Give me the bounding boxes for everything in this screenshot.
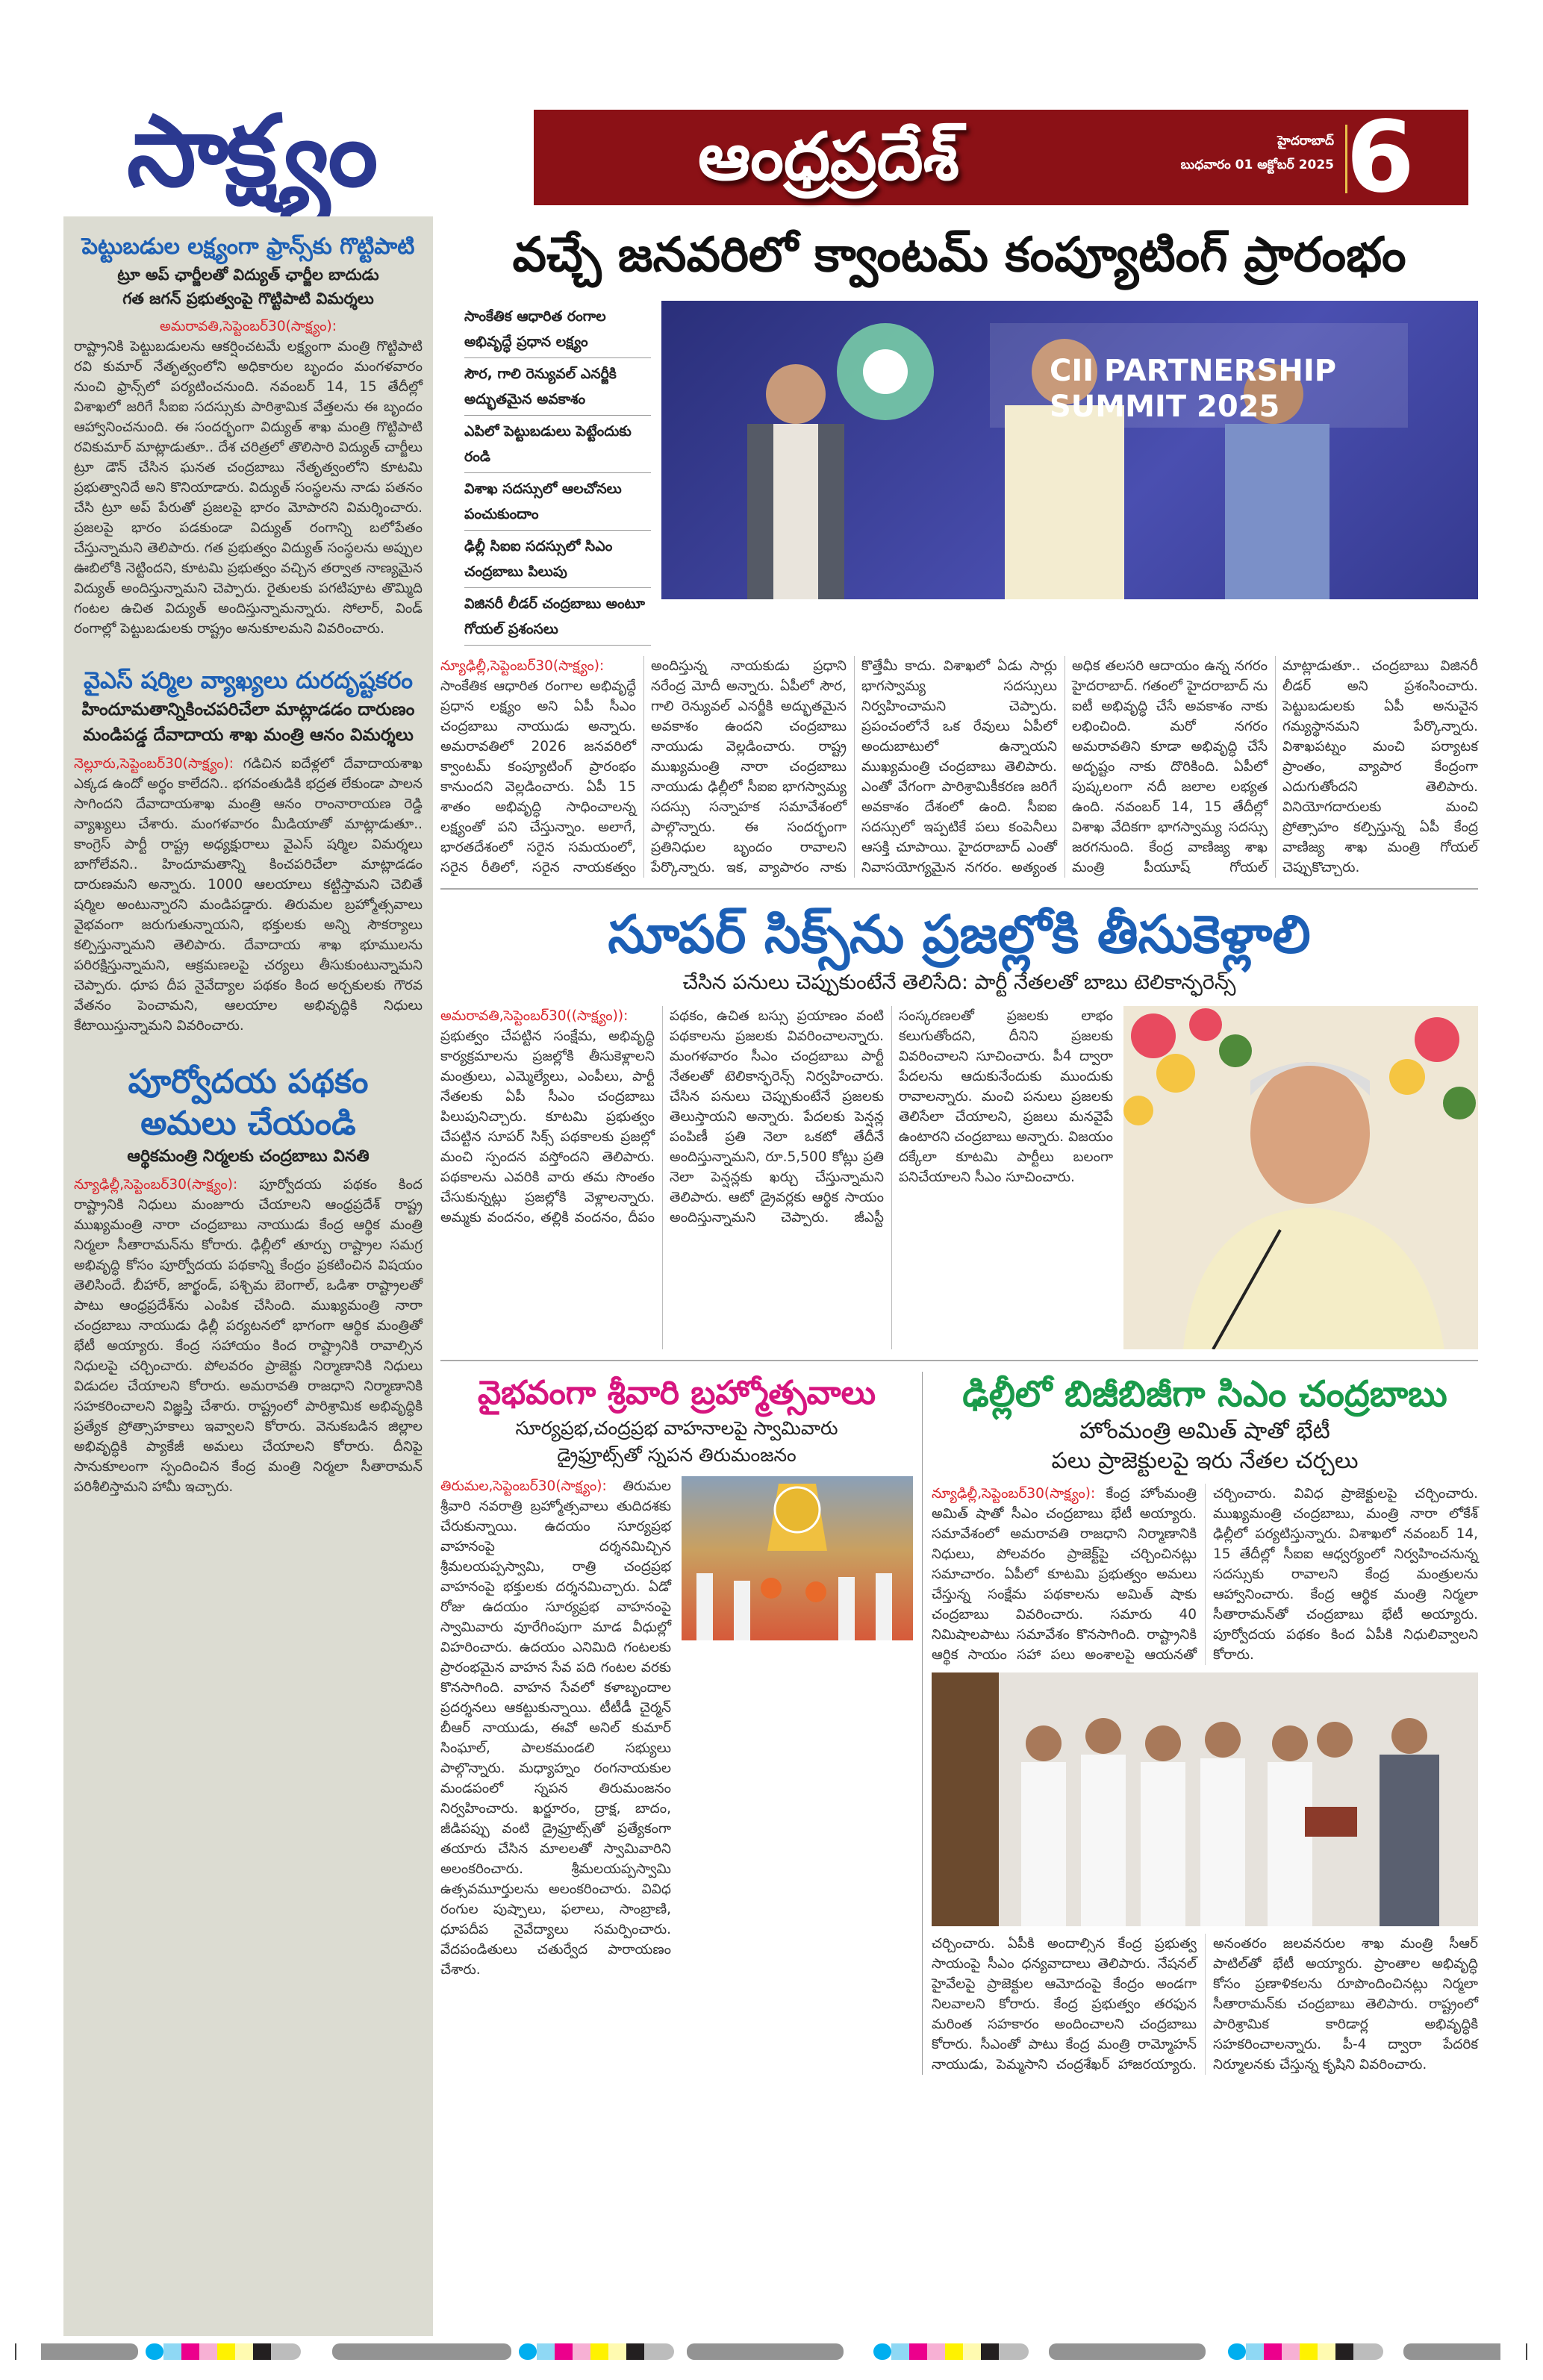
lead-top-row xyxy=(440,301,1478,646)
story-deck: గత జగన్ ప్రభుత్వంపై గొట్టిపాటి విమర్శలు xyxy=(122,290,374,307)
highlight-item: విజినరీ లీడర్ చంద్రబాబు అంటూ గోయల్ ప్రశంసలు xyxy=(464,588,651,646)
highlight-item: ఢిల్లీ సిఐఐ సదస్సులో సిఎం చంద్రబాబు పిలుపు xyxy=(464,531,651,588)
delhi-body-bottom: చర్చించారు. ఏపీకి అందాల్సిన కేంద్ర ప్రభుత్వ సాయంపై సీఎం ధన్యవాదాలు తెలిపారు. నేషనల్ హైవేలపై ప్రాజెక్టుల ఆమోదంపై కేంద్రం అండగా నిలవాలని కోరారు. కేంద్ర ప్రభుత్వం తరఫున మరింత సహకారం అందించాలని చంద్రబాబు కోరారు. సీఎంతో పాటు కేంద్ర మంత్రి రామ్మోహన్ నాయుడు, పెమ్మసాని చంద్రశేఖర్ హాజరయ్యారు. అనంతరం జలవనరుల శాఖ మంత్రి సీఆర్ పాటిల్‌తో భేటీ అయ్యారు. ప్రాంతాల అభివృద్ధి కోసం ప్రణాళికలను రూపొందించినట్లు నిర్మలా సీతారామన్‌కు చంద్రబాబు తెలిపారు. రాష్ట్రంలో పారిశ్రామిక కారిడార్ల అభివృద్ధికి సహకరించాలన్నారు. పీ-4 ద్వారా పేదరిక నిర్మూలనకు చేస్తున్న కృషిని వివరించారు. xyxy=(932,1936,1478,2073)
highlight-item: విశాఖ సదస్సులో ఆలచోనలు పంచుకుందాం xyxy=(464,473,651,531)
dateline: న్యూఢిల్లీ,సెప్టెంబర్30(సాక్ష్యం): xyxy=(440,658,605,674)
dateline: న్యూఢిల్లీ,సెప్టెంబర్30(సాక్ష్యం): xyxy=(932,1486,1096,1502)
section-title: ఆంధ్రప్రదేశ్ xyxy=(698,118,960,195)
chandrababu-photo xyxy=(1123,1006,1478,1349)
newspaper-logo: సాక్ష్యం xyxy=(127,94,375,209)
dateline: అమరావతి,సెప్టెంబర్30(సాక్ష్యం): xyxy=(160,319,337,334)
procession-photo xyxy=(682,1476,913,1640)
procession-illustration xyxy=(682,1476,913,1640)
srivari-body xyxy=(440,1476,671,1980)
dateline: న్యూఢిల్లీ,సెప్టెంబర్30(సాక్ష్యం): xyxy=(74,1177,238,1193)
sidebar-story-gottipati xyxy=(63,231,433,639)
story-body: తిరుమల శ్రీవారి నవరాత్రి బ్రహ్మోత్సవాలు తుదిదశకు చేరుకున్నాయి. ఉదయం సూర్యప్రభ వాహనంపై దర్శనమిచ్చిన శ్రీమలయప్పస్వామి, రాత్రి చంద్రప్రభ వాహనంపై భక్తులకు దర్శనమిచ్చారు. ఏడో రోజు ఉదయం సూర్యప్రభ వాహనంపై స్వామివారు వూరేగింపుగా మాడ వీధుల్లో విహరించారు. ఉదయం ఎనిమిది గంటలకు ప్రారంభమైన వాహన సేవ పది గంటల వరకు కొనసాగింది. వాహన సేవలో కళాబృందాల ప్రదర్శనలు ఆకట్టుకున్నాయి. టీటీడీ చైర్మన్ బీఆర్ నాయుడు, ఈవో అనిల్ కుమార్ సింఘాల్, పాలకమండలి సభ్యులు పాల్గొన్నారు. మధ్యాహ్నం రంగనాయకుల మండపంలో స్నపన తిరుమంజనం నిర్వహించారు. ఖర్జూరం, ద్రాక్ష, బాదం, జీడిపప్పు వంటి డ్రైఫ్రూట్స్‌తో ప్రత్యేకంగా తయారు చేసిన మాలలతో స్వామివారిని అలంకరించారు. శ్రీమలయప్పస్వామి ఉత్సవమూర్తులను అలంకరించారు. వివిధ రంగుల పుష్పాలు, ఫలాలు, సాంబ్రాణి, ధూపదీప నైవేద్యాలు సమర్పించారు. వేదపండితులు చతుర్వేద పారాయణం చేశారు. xyxy=(440,1478,671,1978)
lead-body xyxy=(440,656,1478,878)
edition-date: బుధవారం 01 అక్టోబర్ 2025 xyxy=(1180,157,1334,172)
delhi-headline: ఢిల్లీలో బిజీబిజీగా సిఎం చంద్రబాబు xyxy=(962,1373,1447,1415)
dateline: నెల్లూరు,సెప్టెంబర్30(సాక్ష్యం): xyxy=(74,756,234,772)
story-body: ప్రభుత్వం చేపట్టిన సంక్షేమ, అభివృద్ధి కార్యక్రమాలను ప్రజల్లోకి తీసుకెళ్లాలని మంత్రులు, ఎమ్మెల్యేలు, ఎంపీలు, పార్టీ నేతలకు ఏపీ సీఎం చంద్రబాబు పిలుపునిచ్చారు. కూటమి ప్రభుత్వం చేపట్టిన సూపర్ సిక్స్ పథకాలకు ప్రజల్లో మంచి స్పందన వస్తోందని తెలిపారు. పథకాలను ఎవరికి వారు తమ సొంతం చేసుకున్నట్లు ప్రజల్లోకి వెళ్లాలన్నారు. అమ్మకు వందనం, తల్లికి వందనం, దీపం పథకం, ఉచిత బస్సు ప్రయాణం వంటి పథకాలను ప్రజలకు వివరించాలన్నారు. మంగళవారం సీఎం చంద్రబాబు పార్టీ నేతలతో టెలికాన్ఫరెన్స్ నిర్వహించారు. చేసిన పనులు చెప్పుకుంటేనే ప్రజలకు తెలుస్తాయని అన్నారు. పేదలకు పెన్షన్ల పంపిణీ ప్రతి నెలా ఒకటో తేదీనే అందిస్తున్నామని, రూ.5,500 కోట్లు ప్రతి నెలా పెన్షన్లకు ఖర్చు చేస్తున్నామని తెలిపారు. ఆటో డ్రైవర్లకు ఆర్థిక సాయం అందిస్తున్నామని చెప్పారు. జీఎస్టీ సంస్కరణలతో ప్రజలకు లాభం కలుగుతోందని, దీనిని ప్రజలకు వివరించాలని సూచించారు. పీ4 ద్వారా పేదలను ఆదుకునేందుకు ముందుకు రావాలన్నారు. మంచి పనులు ప్రజలకు తెలిసేలా చేయాలని, ప్రజలు మనవైపే ఉంటారని చంద్రబాబు అన్నారు. విజయం దక్కేలా కూటమి పార్టీలు బలంగా పనిచేయాలని సీఎం సూచించారు. xyxy=(440,1008,1113,1225)
cii-summit-photo xyxy=(661,301,1478,599)
lead-highlights xyxy=(440,301,651,646)
sidebar-story-purvodaya xyxy=(63,1061,433,1497)
highlight-item: సౌర, గాలి రెన్యువల్ ఎనర్జీకి అద్భుతమైన అవకాశం xyxy=(464,358,651,416)
highlight-item: ఎపిలో పెట్టుబడులు పెట్టేందుకు రండి xyxy=(464,416,651,473)
delhi-body-top xyxy=(932,1484,1478,1665)
divider xyxy=(440,1360,1478,1361)
srivari-headline: వైభవంగా శ్రీవారి బ్రహ్మోత్సవాలు xyxy=(477,1374,876,1412)
story-body: రాష్ట్రానికి పెట్టుబడులను ఆకర్షించటమే లక్ష్యంగా మంత్రి గొట్టిపాటి రవి కుమార్ నేతృత్వంలోని అధికారుల బృందం మంగళవారం నుంచి ఫ్రాన్స్‌లో పర్యటించనుంది. నవంబర్ 14, 15 తేదీల్లో విశాఖలో జరిగే సీఐఐ సదస్సుకు పారిశ్రామిక వేత్తలను ఈ బృందం ఆహ్వానించనుంది. ఈ సందర్భంగా విద్యుత్ శాఖ మంత్రి గొట్టిపాటి రవికుమార్ మాట్లాడుతూ.. దేశ చరిత్రలో తొలిసారి విద్యుత్ చార్జీలు ట్రూ డౌన్ చేసిన ఘనత చంద్రబాబు నేతృత్వంలోని కూటమి ప్రభుత్వానిదే అని కొనియాడారు. విద్యుత్ సంస్థలను నాడు పతనం చేసి ట్రూ అప్ పేరుతో ప్రజలపై భారం మోపారని విమర్శించారు. ప్రజలపై భారం పడకుండా విద్యుత్ రంగాన్ని బలోపేతం చేస్తున్నామని తెలిపారు. గత ప్రభుత్వం విద్యుత్ సంస్థలను అప్పుల ఊబిలోకి నెట్టిందని, కూటమి ప్రభుత్వం వచ్చిన తర్వాత నాణ్యమైన విద్యుత్ అందిస్తున్నామని చెప్పారు. రైతులకు పగటిపూట తొమ్మిది గంటల ఉచిత విద్యుత్ అందిస్తున్నామన్నారు. సోలార్, విండ్ రంగాల్లో పెట్టుబడులకు రాష్ట్రం అనుకూలమని వివరించారు. xyxy=(74,339,423,637)
story-deck: మండిపడ్డ దేవాదాయ శాఖ మంత్రి ఆనం విమర్శలు xyxy=(83,725,414,745)
srivari-story xyxy=(440,1372,922,2075)
section-banner xyxy=(534,100,1468,215)
divider xyxy=(440,888,1478,890)
super-six-row xyxy=(440,1006,1478,1349)
dateline: అమరావతి,సెప్టెంబర్30((సాక్ష్యం)): xyxy=(440,1008,629,1024)
page-number: 6 xyxy=(1346,100,1415,215)
print-color-bar xyxy=(15,2343,1528,2360)
super-six-body xyxy=(440,1006,1113,1349)
delhi-deck: హోంమంత్రి అమిత్ షాతో భేటీ xyxy=(1079,1418,1330,1444)
srivari-deck: డ్రైఫ్రూట్స్‌తో స్నపన తిరుమంజనం xyxy=(557,1444,797,1466)
delhi-deck: పలు ప్రాజెక్టులపై ఇరు నేతల చర్చలు xyxy=(1051,1448,1359,1474)
lead-headline: వచ్చే జనవరిలో క్వాంటమ్ కంప్యూటింగ్ ప్రారంభం xyxy=(512,228,1406,283)
story-headline: అమలు చేయండి xyxy=(140,1105,356,1143)
edition-city: హైదరాబాద్ xyxy=(1277,134,1334,149)
srivari-deck: సూర్యప్రభ,చంద్రప్రభ వాహనాలపై స్వామివారు xyxy=(515,1417,838,1439)
sidebar-story-sharmila xyxy=(63,664,433,1036)
super-six-headline: సూపర్ సిక్స్‌ను ప్రజల్లోకి తీసుకెళ్లాలి xyxy=(608,904,1311,965)
amit-shah-meeting-photo xyxy=(932,1672,1478,1926)
story-headline: పూర్వోదయ పథకం xyxy=(128,1063,369,1101)
story-headline: వైఎస్ షర్మిల వ్యాఖ్యలు దురదృష్టకరం xyxy=(83,667,414,694)
dateline: తిరుమల,సెప్టెంబర్30(సాక్ష్యం): xyxy=(440,1478,607,1494)
story-deck: ఆర్థికమంత్రి నిర్మలకు చంద్రబాబు వినతి xyxy=(127,1147,370,1166)
portrait-illustration xyxy=(1123,1006,1478,1349)
story-body: గడిచిన ఐదేళ్లలో దేవాదాయశాఖ ఎక్కడ ఉందో అర్థం కాలేదని.. భగవంతుడికి భద్రత లేకుండా పాలన సాగిందని దేవాదాయశాఖ మంత్రి ఆనం రాంనారాయణ రెడ్డి వ్యాఖ్యలు చేశారు. మంగళవారం మీడియాతో మాట్లాడుతూ.. కాంగ్రెస్ పార్టీ రాష్ట్ర అధ్యక్షురాలు వైఎస్ షర్మిల విమర్శలు బాగోలేవని.. హిందూమతాన్ని కించపరిచేలా మాట్లాడడం దారుణమని అన్నారు. 1000 ఆలయాలు కట్టిస్తామని చెబితే షర్మిల అంటున్నారని మండిపడ్డారు. తిరుమల బ్రహ్మోత్సవాలు వైభవంగా జరుగుతున్నాయని, భక్తులకు అన్ని సౌకర్యాలు కల్పిస్తున్నామని తెలిపారు. దేవాదాయ శాఖ భూములను పరిరక్షిస్తున్నామని, ఆక్రమణలపై చర్యలు తీసుకుంటున్నామని చెప్పారు. ధూప దీప నైవేద్యాల పథకం కింద అర్చకులకు గౌరవ వేతనం పెంచామని, ఆలయాల అభివృద్ధికి నిధులు కేటాయిస్తున్నామని వివరించారు. xyxy=(74,756,423,1034)
main-column xyxy=(440,220,1478,2075)
sidebar-panel xyxy=(63,216,433,2336)
summit-illustration xyxy=(661,301,1478,599)
photo-banner-text: CII PARTNERSHIP SUMMIT 2025 xyxy=(1050,354,1337,424)
super-six-deck: చేసిన పనులు చెప్పుకుంటేనే తెలిసేది: పార్టీ నేతలతో బాబు టెలికాన్ఫరెన్స్ xyxy=(682,971,1236,994)
highlight-item: సాంకేతిక ఆధారిత రంగాల అభివృద్ధే ప్రధాన లక్ష్యం xyxy=(464,301,651,358)
story-headline: పెట్టుబడుల లక్ష్యంగా ఫ్రాన్స్‌కు గొట్టిపాటి xyxy=(81,234,415,260)
bottom-row xyxy=(440,1372,1478,2075)
story-body: పూర్వోదయ పథకం కింద రాష్ట్రానికి నిధులు మంజూరు చేయాలని ఆంధ్రప్రదేశ్ రాష్ట్ర ముఖ్యమంత్రి నారా చంద్రబాబు నాయుడు కేంద్ర ఆర్థిక మంత్రి నిర్మలా సీతారామన్‌ను కోరారు. ఢిల్లీలో తూర్పు రాష్ట్రాల సమగ్ర అభివృద్ధి కోసం పూర్వోదయ పథకాన్ని కేంద్రం ప్రకటించిన విషయం తెలిసిందే. బీహార్, జార్ఖండ్, పశ్చిమ బెంగాల్, ఒడిశా రాష్ట్రాలతో పాటు ఆంధ్రప్రదేశ్‌ను ఎంపిక చేసింది. ముఖ్యమంత్రి నారా చంద్రబాబు నాయుడు ఢిల్లీ పర్యటనలో భాగంగా ఆర్థిక మంత్రితో భేటీ అయ్యారు. కేంద్ర సహాయం కింద రాష్ట్రానికి రావాల్సిన నిధులపై చర్చించారు. పోలవరం ప్రాజెక్టు నిర్మాణానికి నిధులు విడుదల చేయాలని కోరారు. అమరావతి రాజధాని నిర్మాణానికి సహకరించాలని విజ్ఞప్తి చేశారు. రాష్ట్రంలో పారిశ్రామిక అభివృద్ధికి ప్రత్యేక ప్రోత్సాహకాలు ఇవ్వాలని కోరారు. వెనుకబడిన జిల్లాల అభివృద్ధికి ప్యాకేజీ అమలు చేయాలని కోరారు. దీనిపై సానుకూలంగా స్పందించిన కేంద్ర మంత్రి నిర్మలా సీతారామన్ పరిశీలిస్తామని హామీ ఇచ్చారు. xyxy=(74,1177,423,1495)
story-body: సాంకేతిక ఆధారిత రంగాల అభివృద్ధే ప్రధాన లక్ష్యం అని ఏపీ సీఎం చంద్రబాబు నాయుడు అన్నారు. అమరావతిలో 2026 జనవరిలో క్వాంటమ్ కంప్యూటింగ్ ప్రారంభం కానుందని వెల్లడించారు. ఏపీ 15 శాతం అభివృద్ధి సాధించాలన్న లక్ష్యంతో పని చేస్తున్నాం. అలాగే, భారతదేశంలో సరైన సమయంలో, సరైన రీతిలో, సరైన నాయకత్వం అందిస్తున్న నాయకుడు ప్రధాని నరేంద్ర మోదీ అన్నారు. ఏపీలో సౌర, గాలి రెన్యువల్ ఎనర్జీకి అద్భుతమైన అవకాశం ఉందని చంద్రబాబు నాయుడు వెల్లడించారు. రాష్ట్ర ముఖ్యమంత్రి నారా చంద్రబాబు నాయుడు ఢిల్లీలో సీఐఐ భాగస్వామ్య సదస్సు సన్నాహక సమావేశంలో పాల్గొన్నారు. ఈ సందర్భంగా ప్రతినిధుల బృందం రావాలని పేర్కొన్నారు. ఇక, వ్యాపారం నాకు కొత్తేమీ కాదు. విశాఖలో ఏడు సార్లు భాగస్వామ్య సదస్సులు నిర్వహించామని చెప్పారు. ప్రపంచంలోనే ఒక రేవులు ఏపీలో అందుబాటులో ఉన్నాయని ముఖ్యమంత్రి చంద్రబాబు తెలిపారు. ఎంతో వేగంగా పారిశ్రామికీకరణ జరిగే అవకాశం దేశంలో ఉంది. సీఐఐ సదస్సులో ఇప్పటికే పలు కంపెనీలు ఆసక్తి చూపాయి. హైదరాబాద్ ఎంతో నివాసయోగ్యమైన నగరం. అత్యంత అధిక తలసరి ఆదాయం ఉన్న నగరం హైదరాబాద్. గతంలో హైదరాబాద్ ను ఐటీ అభివృద్ధి చేసే అవకాశం నాకు లభించింది. మరో నగరం అమరావతిని కూడా అభివృద్ధి చేసే అదృష్టం నాకు దొరికింది. ఏపీలో పుష్కలంగా నదీ జలాల లభ్యత ఉంది. నవంబర్ 14, 15 తేదీల్లో విశాఖ వేదికగా భాగస్వామ్య సదస్సు జరగనుంది. కేంద్ర వాణిజ్య శాఖ మంత్రి పీయూష్ గోయల్ మాట్లాడుతూ.. చంద్రబాబు విజినరీ లీడర్ అని ప్రశంసించారు. పెట్టుబడులకు ఏపీ అనువైన గమ్యస్థానమని పేర్కొన్నారు. విశాఖపట్నం మంచి పర్యాటక ప్రాంతం, వ్యాపార కేంద్రంగా ఎదుగుతోందని తెలిపారు. వినియోగదారులకు మంచి ప్రోత్సాహం కల్పిస్తున్న ఏపీ కేంద్ర వాణిజ్య శాఖ మంత్రి గోయల్ చెప్పుకొచ్చారు. xyxy=(440,658,1478,875)
meeting-illustration xyxy=(932,1672,1469,1926)
story-deck: ట్రూ అప్ ఛార్జీలతో విద్యుత్ ఛార్జీల బాదుడు xyxy=(117,266,379,284)
story-body: కేంద్ర హోంమంత్రి అమిత్ షాతో సీఎం చంద్రబాబు భేటీ అయ్యారు. సమావేశంలో అమరావతి రాజధాని నిర్మాణానికి నిధులు, పోలవరం ప్రాజెక్ట్‌పై చర్చించినట్లు సమాచారం. ఏపీలో కూటమి ప్రభుత్వం అమలు చేస్తున్న సంక్షేమ పథకాలను అమిత్ షాకు చంద్రబాబు వివరించారు. సమారు 40 నిమిషాలపాటు సమావేశం కొనసాగింది. రాష్ట్రానికి ఆర్థిక సాయం సహా పలు అంశాలపై ఆయనతో చర్చించారు. వివిధ ప్రాజెక్టులపై చర్చించారు. ముఖ్యమంత్రి చంద్రబాబు, మంత్రి నారా లోకేశ్ ఢిల్లీలో పర్యటిస్తున్నారు. విశాఖలో నవంబర్ 14, 15 తేదీల్లో సీఐఐ ఆధ్వర్యంలో నిర్వహించనున్న సదస్సుకు రావాలని కేంద్ర మంత్రులను ఆహ్వానించారు. కేంద్ర ఆర్థిక మంత్రి నిర్మలా సీతారామన్‌తో చంద్రబాబు భేటీ అయ్యారు. పూర్వోదయ పథకం కింద ఏపీకి నిధులివ్వాలని కోరారు. xyxy=(932,1486,1478,1663)
srivari-row xyxy=(440,1476,913,1980)
story-deck: హిందూమతాన్నికించపరిచేలా మాట్లాడడం దారుణం xyxy=(81,700,415,719)
delhi-story xyxy=(922,1372,1478,2075)
